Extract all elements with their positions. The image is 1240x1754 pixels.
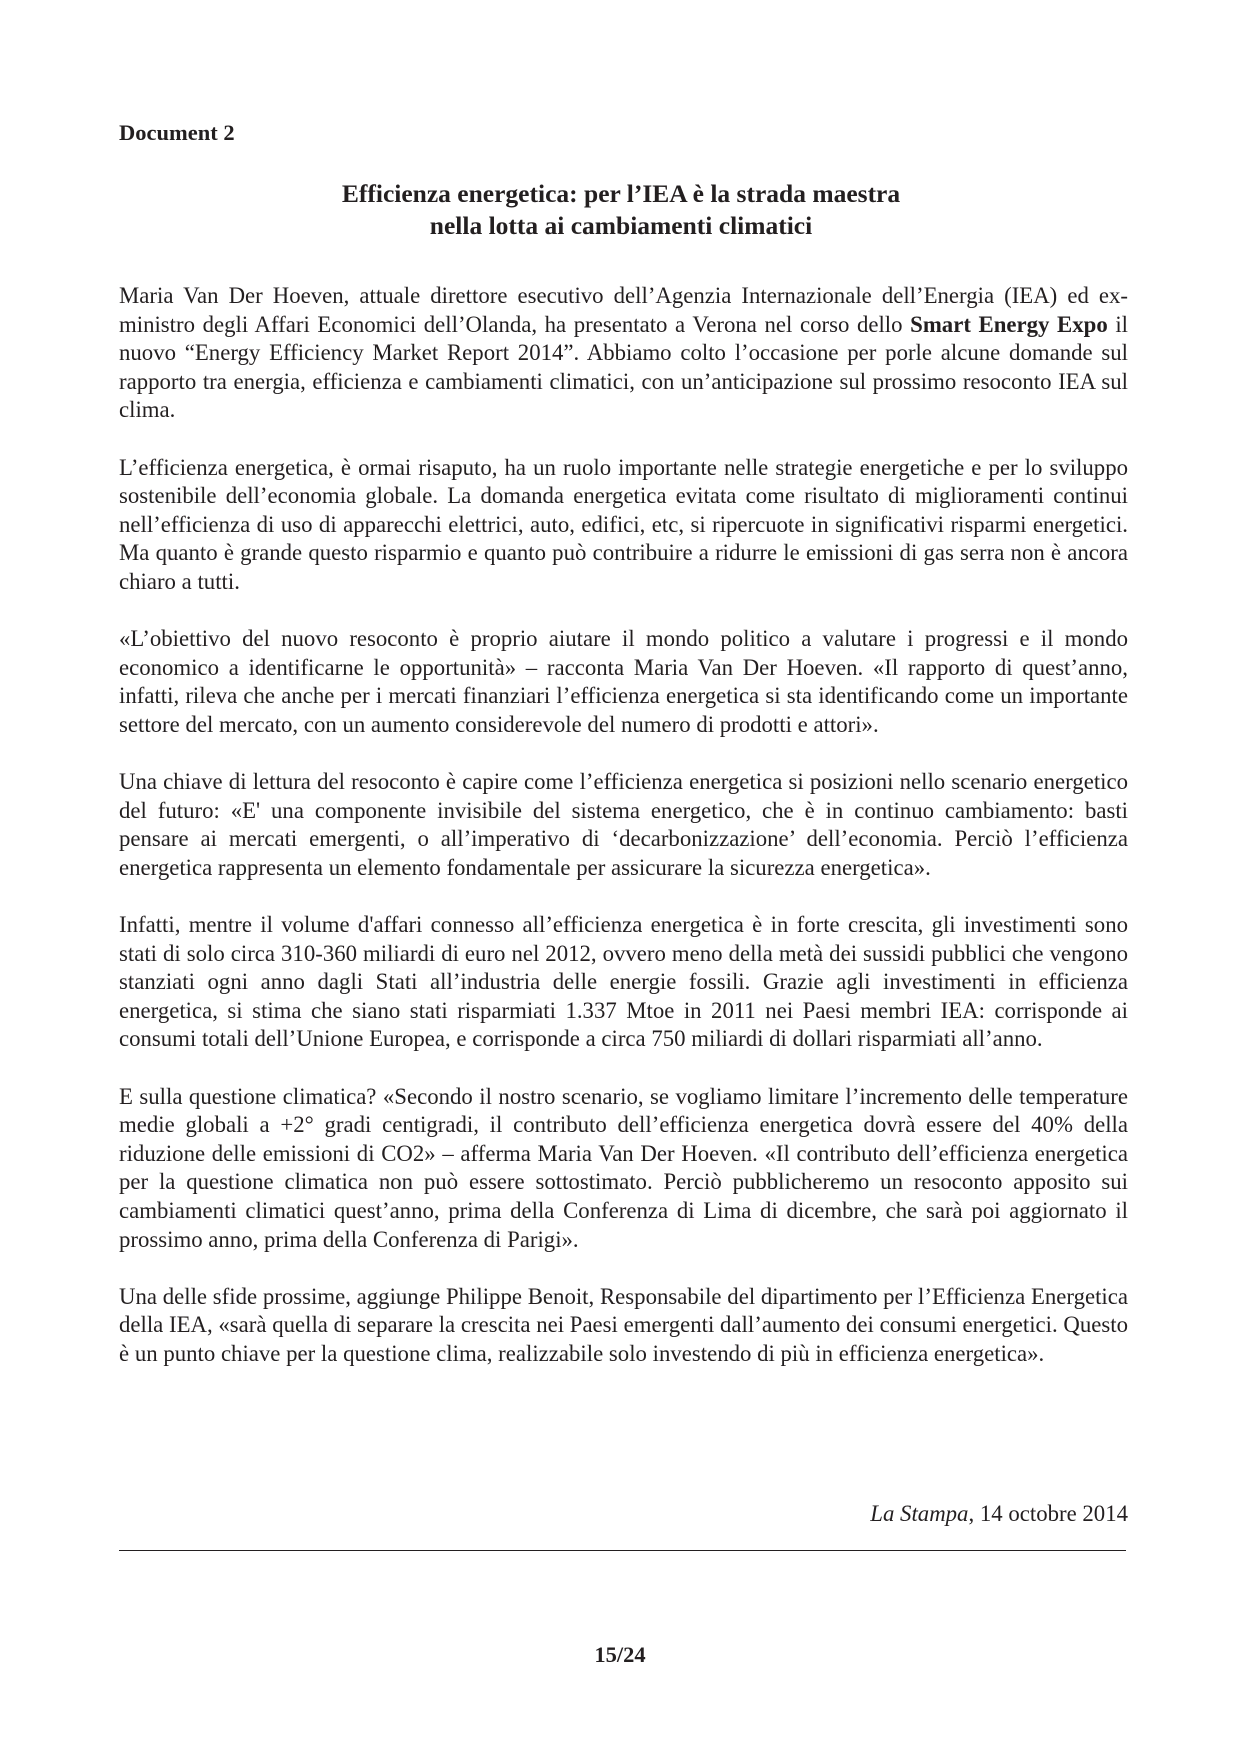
paragraph-1-bold-event: Smart Energy Expo: [910, 311, 1108, 337]
paragraph-1-text-a: Maria Van Der Hoeven, attuale direttore esecutivo dell’Agenzia Internazionale dell’Energia (IEA) ed ex-ministro degli Affari Economici dell’Olanda, ha presentato a Verona nel corso dello: [119, 283, 1128, 337]
article-body: [119, 282, 1128, 1397]
article-title: [119, 178, 1123, 242]
paragraph-2: L’efficienza energetica, è ormai risaputo, ha un ruolo importante nelle strategie energetiche e per lo sviluppo sostenibile dell’economia globale. La domanda energetica evitata come risultato di miglioramenti continui nell’efficienza di uso di apparecchi elettrici, auto, edifici, etc, si ripercuote in significativi risparmi energetici. Ma quanto è grande questo risparmio e quanto può contribuire a ridurre le emissioni di gas serra non è ancora chiaro a tutti.: [119, 454, 1128, 594]
paragraph-1: [119, 282, 1128, 425]
article-title-line-1: Efficienza energetica: per l’IEA è la strada maestra: [341, 179, 901, 208]
paragraph-4: Una chiave di lettura del resoconto è capire come l’efficienza energetica si posizioni nello scenario energetico del futuro: «E' una componente invisibile del sistema energetico, che è in continuo cambiamento: basti pensare ai mercati emergenti, o all’imperativo di ‘decarbonizzazione’ dell’economia. Perciò l’efficienza energetica rappresenta un elemento fondamentale per assicurare la sicurezza energetica».: [119, 769, 1128, 880]
source-date: , 14 octobre 2014: [968, 1501, 1128, 1526]
paragraph-3: «L’obiettivo del nuovo resoconto è proprio aiutare il mondo politico a valutare i progressi e il mondo economico a identificarne le opportunità» – racconta Maria Van Der Hoeven. «Il rapporto di quest’anno, infatti, rileva che anche per i mercati finanziari l’efficienza energetica si sta identificando come un importante settore del mercato, con un aumento considerevole del numero di prodotti e attori».: [119, 626, 1128, 737]
article-source: [119, 1500, 1128, 1528]
document-label: Document 2: [119, 120, 235, 145]
paragraph-7: Una delle sfide prossime, aggiunge Philippe Benoit, Responsabile del dipartimento per l’Efficienza Energetica della IEA, «sarà quella di separare la crescita nei Paesi emergenti dall’aumento dei consumi energetici. Questo è un punto chiave per la questione clima, realizzabile solo investendo di più in efficienza energetica».: [119, 1283, 1128, 1366]
article-title-line-2: nella lotta ai cambiamenti climatici: [429, 211, 813, 240]
paragraph-6: E sulla questione climatica? «Secondo il nostro scenario, se vogliamo limitare l’incremento delle temperature medie globali a +2° gradi centigradi, il contributo dell’efficienza energetica dovrà essere del 40% della riduzione delle emissioni di CO2» – afferma Maria Van Der Hoeven. «Il contributo dell’efficienza energetica per la questione climatica non può essere sottostimato. Perciò pubblicheremo un resoconto apposito sui cambiamenti climatici quest’anno, prima della Conferenza di Lima di dicembre, che sarà poi aggiornato il prossimo anno, prima della Conferenza di Parigi».: [119, 1083, 1128, 1252]
source-publication: La Stampa: [870, 1501, 969, 1526]
page-number: 15/24: [594, 1642, 646, 1667]
divider-line: [119, 1550, 1126, 1551]
paragraph-5: Infatti, mentre il volume d'affari connesso all’efficienza energetica è in forte crescita, gli investimenti sono stati di solo circa 310-360 miliardi di euro nel 2012, ovvero meno della metà dei sussidi pubblici che vengono stanziati ogni anno dagli Stati all’industria delle energie fossili. Grazie agli investimenti in efficienza energetica, si stima che siano stati risparmiati 1.337 Mtoe in 2011 nei Paesi membri IEA: corrisponde ai consumi totali dell’Unione Europea, e corrisponde a circa 750 miliardi di dollari risparmiati all’anno.: [119, 912, 1128, 1052]
paragraph-1-text-b: il nuovo “Energy Efficiency Market Report 2014”. Abbiamo colto l’occasione per porle alcune domande sul rapporto tra energia, efficienza e cambiamenti climatici, con un’anticipazione sul prossimo resoconto IEA sul clima.: [119, 311, 1128, 423]
